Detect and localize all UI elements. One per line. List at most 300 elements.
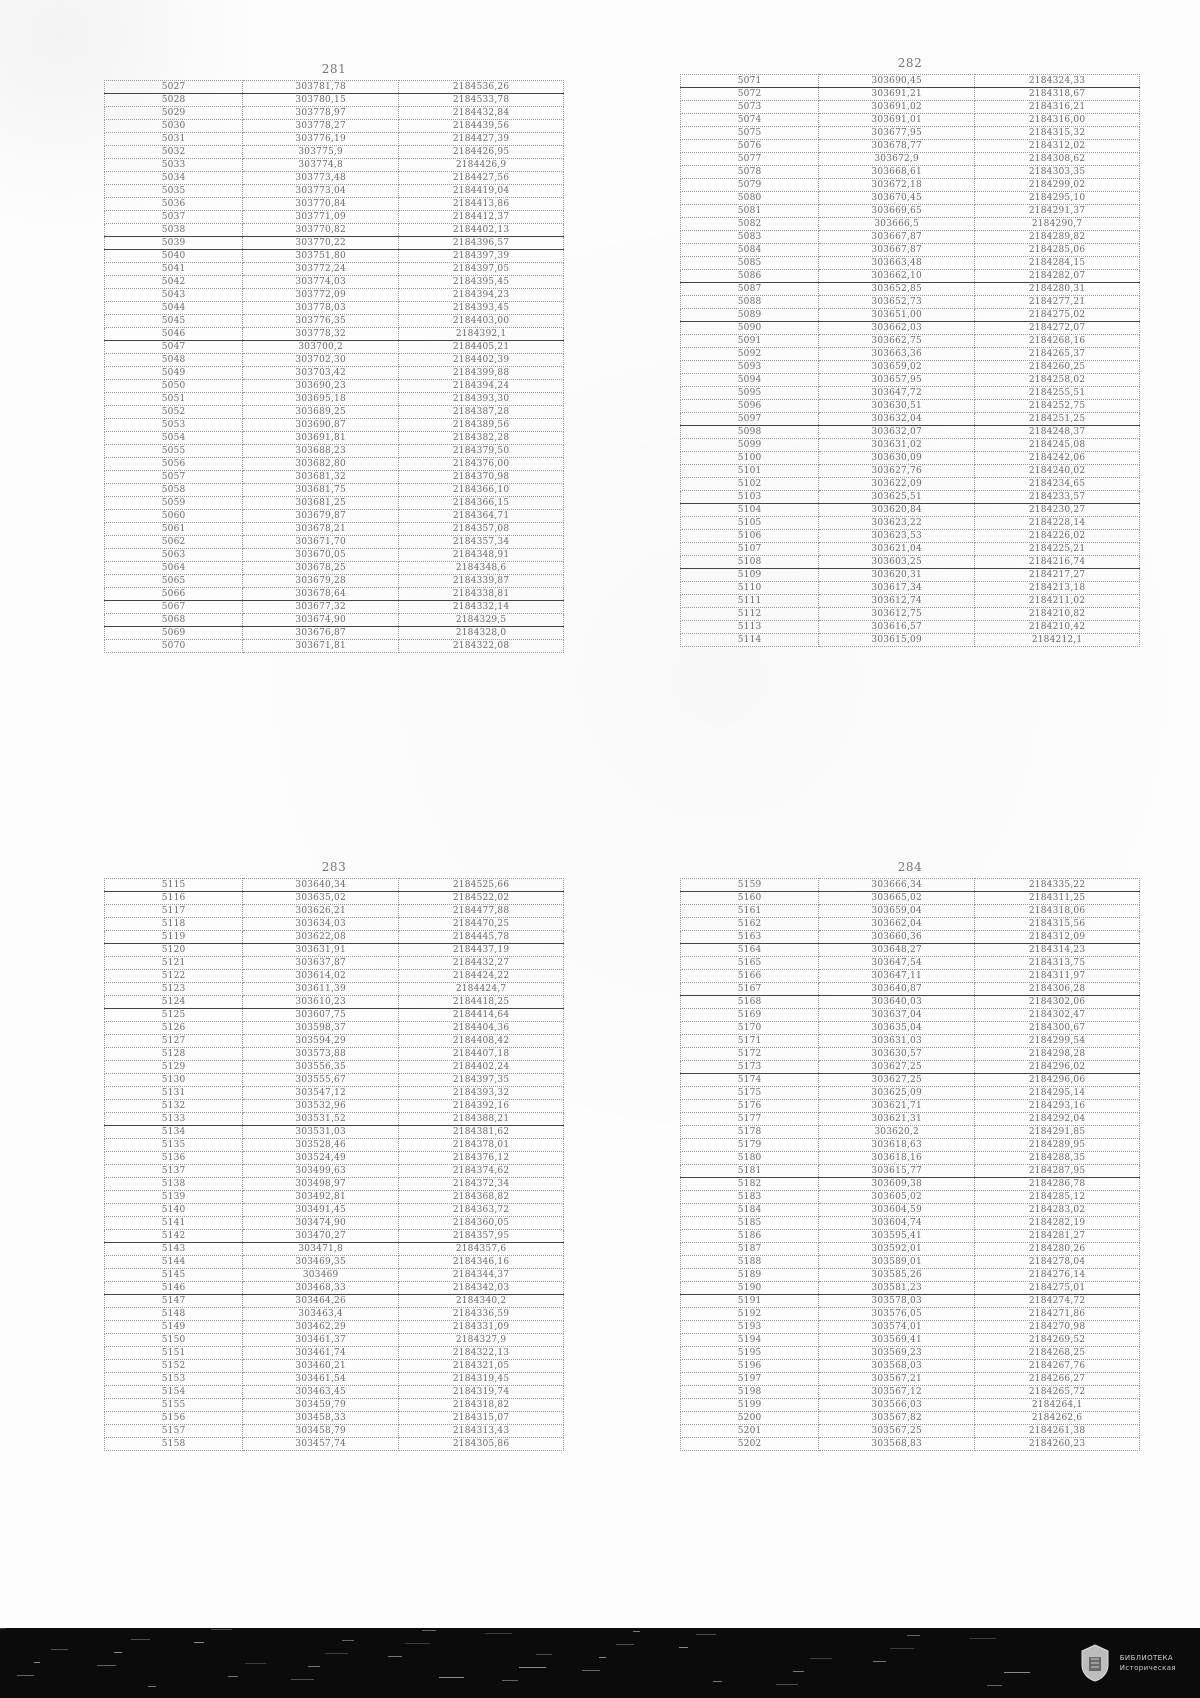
y-coord-cell: 2184255,51 xyxy=(975,387,1140,400)
x-coord-cell: 303469,35 xyxy=(243,1256,399,1269)
point-id-cell: 5178 xyxy=(681,1126,819,1139)
table-row xyxy=(681,1412,1140,1425)
y-coord-cell: 2184269,52 xyxy=(975,1334,1140,1347)
y-coord-cell: 2184427,39 xyxy=(399,133,564,146)
point-id-cell: 5103 xyxy=(681,491,819,504)
table-row xyxy=(105,1438,564,1451)
x-coord-cell: 303623,53 xyxy=(819,530,975,543)
x-coord-cell: 303681,32 xyxy=(243,471,399,484)
x-coord-cell: 303604,59 xyxy=(819,1204,975,1217)
point-id-cell: 5051 xyxy=(105,393,243,406)
point-id-cell: 5121 xyxy=(105,957,243,970)
x-coord-cell: 303635,02 xyxy=(243,892,399,905)
table-row xyxy=(681,1048,1140,1061)
y-coord-cell: 2184296,06 xyxy=(975,1074,1140,1087)
table-row xyxy=(681,1373,1140,1386)
point-id-cell: 5042 xyxy=(105,276,243,289)
table-row xyxy=(681,88,1140,101)
table-row xyxy=(681,127,1140,140)
table-row xyxy=(681,1256,1140,1269)
x-coord-cell: 303659,04 xyxy=(819,905,975,918)
y-coord-cell: 2184432,27 xyxy=(399,957,564,970)
y-coord-cell: 2184402,13 xyxy=(399,224,564,237)
y-coord-cell: 2184432,84 xyxy=(399,107,564,120)
point-id-cell: 5115 xyxy=(105,879,243,892)
point-id-cell: 5029 xyxy=(105,107,243,120)
y-coord-cell: 2184212,1 xyxy=(975,634,1140,647)
y-coord-cell: 2184533,78 xyxy=(399,94,564,107)
point-id-cell: 5176 xyxy=(681,1100,819,1113)
x-coord-cell: 303780,15 xyxy=(243,94,399,107)
y-coord-cell: 2184387,28 xyxy=(399,406,564,419)
library-logo xyxy=(1078,1642,1176,1684)
y-coord-cell: 2184305,86 xyxy=(399,1438,564,1451)
table-row xyxy=(681,1399,1140,1412)
table-row xyxy=(681,918,1140,931)
point-id-cell: 5191 xyxy=(681,1295,819,1308)
coordinate-table xyxy=(104,80,564,653)
y-coord-cell: 2184261,38 xyxy=(975,1425,1140,1438)
x-coord-cell: 303774,03 xyxy=(243,276,399,289)
point-id-cell: 5177 xyxy=(681,1113,819,1126)
y-coord-cell: 2184290,7 xyxy=(975,218,1140,231)
x-coord-cell: 303662,75 xyxy=(819,335,975,348)
x-coord-cell: 303776,35 xyxy=(243,315,399,328)
x-coord-cell: 303665,02 xyxy=(819,892,975,905)
y-coord-cell: 2184318,82 xyxy=(399,1399,564,1412)
y-coord-cell: 2184291,37 xyxy=(975,205,1140,218)
point-id-cell: 5161 xyxy=(681,905,819,918)
x-coord-cell: 303622,09 xyxy=(819,478,975,491)
x-coord-cell: 303568,03 xyxy=(819,1360,975,1373)
scan-speck xyxy=(131,1639,150,1640)
point-id-cell: 5112 xyxy=(681,608,819,621)
point-id-cell: 5153 xyxy=(105,1373,243,1386)
table-row xyxy=(681,1126,1140,1139)
y-coord-cell: 2184291,85 xyxy=(975,1126,1140,1139)
y-coord-cell: 2184404,36 xyxy=(399,1022,564,1035)
table-row xyxy=(105,905,564,918)
y-coord-cell: 2184424,22 xyxy=(399,970,564,983)
table-row xyxy=(105,575,564,588)
point-id-cell: 5122 xyxy=(105,970,243,983)
point-id-cell: 5095 xyxy=(681,387,819,400)
scan-speck xyxy=(713,1681,722,1682)
y-coord-cell: 2184382,28 xyxy=(399,432,564,445)
point-id-cell: 5128 xyxy=(105,1048,243,1061)
x-coord-cell: 303492,81 xyxy=(243,1191,399,1204)
y-coord-cell: 2184413,86 xyxy=(399,198,564,211)
x-coord-cell: 303678,25 xyxy=(243,562,399,575)
point-id-cell: 5069 xyxy=(105,627,243,640)
scan-speck xyxy=(582,1670,600,1671)
point-id-cell: 5117 xyxy=(105,905,243,918)
x-coord-cell: 303669,65 xyxy=(819,205,975,218)
scan-speck xyxy=(890,1648,914,1649)
x-coord-cell: 303617,34 xyxy=(819,582,975,595)
y-coord-cell: 2184346,16 xyxy=(399,1256,564,1269)
y-coord-cell: 2184313,43 xyxy=(399,1425,564,1438)
x-coord-cell: 303770,22 xyxy=(243,237,399,250)
point-id-cell: 5096 xyxy=(681,400,819,413)
y-coord-cell: 2184306,28 xyxy=(975,983,1140,996)
point-id-cell: 5158 xyxy=(105,1438,243,1451)
y-coord-cell: 2184389,56 xyxy=(399,419,564,432)
x-coord-cell: 303776,19 xyxy=(243,133,399,146)
y-coord-cell: 2184321,05 xyxy=(399,1360,564,1373)
point-id-cell: 5072 xyxy=(681,88,819,101)
y-coord-cell: 2184225,21 xyxy=(975,543,1140,556)
point-id-cell: 5102 xyxy=(681,478,819,491)
point-id-cell: 5046 xyxy=(105,328,243,341)
point-id-cell: 5092 xyxy=(681,348,819,361)
point-id-cell: 5075 xyxy=(681,127,819,140)
x-coord-cell: 303464,26 xyxy=(243,1295,399,1308)
scan-speck xyxy=(228,1676,238,1677)
x-coord-cell: 303634,03 xyxy=(243,918,399,931)
x-coord-cell: 303621,31 xyxy=(819,1113,975,1126)
point-id-cell: 5193 xyxy=(681,1321,819,1334)
y-coord-cell: 2184251,25 xyxy=(975,413,1140,426)
table-row xyxy=(105,393,564,406)
x-coord-cell: 303700,2 xyxy=(243,341,399,354)
y-coord-cell: 2184470,25 xyxy=(399,918,564,931)
x-coord-cell: 303631,02 xyxy=(819,439,975,452)
x-coord-cell: 303458,33 xyxy=(243,1412,399,1425)
point-id-cell: 5141 xyxy=(105,1217,243,1230)
y-coord-cell: 2184295,14 xyxy=(975,1087,1140,1100)
y-coord-cell: 2184260,25 xyxy=(975,361,1140,374)
x-coord-cell: 303672,9 xyxy=(819,153,975,166)
x-coord-cell: 303778,97 xyxy=(243,107,399,120)
x-coord-cell: 303677,95 xyxy=(819,127,975,140)
point-id-cell: 5172 xyxy=(681,1048,819,1061)
table-row xyxy=(105,1256,564,1269)
table-row xyxy=(681,491,1140,504)
table-row xyxy=(681,296,1140,309)
scan-speck xyxy=(679,1647,688,1648)
y-coord-cell: 2184399,88 xyxy=(399,367,564,380)
y-coord-cell: 2184418,25 xyxy=(399,996,564,1009)
table-row xyxy=(105,996,564,1009)
table-row xyxy=(105,367,564,380)
table-row xyxy=(105,1100,564,1113)
table-row xyxy=(105,94,564,107)
scan-speck xyxy=(970,1638,996,1639)
table-row xyxy=(105,237,564,250)
x-coord-cell: 303668,61 xyxy=(819,166,975,179)
table-row xyxy=(681,1360,1140,1373)
point-id-cell: 5151 xyxy=(105,1347,243,1360)
table-row xyxy=(681,218,1140,231)
y-coord-cell: 2184275,01 xyxy=(975,1282,1140,1295)
table-row xyxy=(681,634,1140,647)
point-id-cell: 5107 xyxy=(681,543,819,556)
point-id-cell: 5037 xyxy=(105,211,243,224)
y-coord-cell: 2184414,64 xyxy=(399,1009,564,1022)
table-row xyxy=(105,159,564,172)
point-id-cell: 5162 xyxy=(681,918,819,931)
table-row xyxy=(105,1386,564,1399)
y-coord-cell: 2184338,81 xyxy=(399,588,564,601)
scan-speck xyxy=(17,1675,34,1676)
y-coord-cell: 2184311,97 xyxy=(975,970,1140,983)
x-coord-cell: 303581,23 xyxy=(819,1282,975,1295)
table-row xyxy=(105,510,564,523)
table-row xyxy=(681,465,1140,478)
table-row xyxy=(681,1321,1140,1334)
x-coord-cell: 303603,25 xyxy=(819,556,975,569)
table-row xyxy=(681,179,1140,192)
x-coord-cell: 303499,63 xyxy=(243,1165,399,1178)
point-id-cell: 5145 xyxy=(105,1269,243,1282)
x-coord-cell: 303660,36 xyxy=(819,931,975,944)
y-coord-cell: 2184282,19 xyxy=(975,1217,1140,1230)
x-coord-cell: 303773,04 xyxy=(243,185,399,198)
x-coord-cell: 303663,48 xyxy=(819,257,975,270)
x-coord-cell: 303637,04 xyxy=(819,1009,975,1022)
y-coord-cell: 2184211,02 xyxy=(975,595,1140,608)
y-coord-cell: 2184348,6 xyxy=(399,562,564,575)
table-row xyxy=(681,153,1140,166)
y-coord-cell: 2184331,09 xyxy=(399,1321,564,1334)
scan-speck xyxy=(616,1644,634,1645)
point-id-cell: 5043 xyxy=(105,289,243,302)
x-coord-cell: 303567,82 xyxy=(819,1412,975,1425)
y-coord-cell: 2184240,02 xyxy=(975,465,1140,478)
point-id-cell: 5086 xyxy=(681,270,819,283)
table-row xyxy=(681,75,1140,88)
scan-speck xyxy=(34,1662,40,1663)
table-row xyxy=(681,1165,1140,1178)
point-id-cell: 5194 xyxy=(681,1334,819,1347)
table-row xyxy=(105,892,564,905)
y-coord-cell: 2184396,57 xyxy=(399,237,564,250)
table-row xyxy=(105,315,564,328)
point-id-cell: 5040 xyxy=(105,250,243,263)
page-number: 283 xyxy=(321,860,347,874)
x-coord-cell: 303631,91 xyxy=(243,944,399,957)
table-row xyxy=(105,146,564,159)
y-coord-cell: 2184357,6 xyxy=(399,1243,564,1256)
table-row xyxy=(105,614,564,627)
x-coord-cell: 303647,11 xyxy=(819,970,975,983)
point-id-cell: 5148 xyxy=(105,1308,243,1321)
y-coord-cell: 2184268,25 xyxy=(975,1347,1140,1360)
table-row xyxy=(105,970,564,983)
x-coord-cell: 303471,8 xyxy=(243,1243,399,1256)
point-id-cell: 5055 xyxy=(105,445,243,458)
y-coord-cell: 2184281,27 xyxy=(975,1230,1140,1243)
y-coord-cell: 2184312,09 xyxy=(975,931,1140,944)
scan-speck xyxy=(291,1679,314,1680)
x-coord-cell: 303618,63 xyxy=(819,1139,975,1152)
table-row xyxy=(681,957,1140,970)
point-id-cell: 5190 xyxy=(681,1282,819,1295)
library-crest-icon xyxy=(1078,1643,1112,1683)
table-row xyxy=(105,627,564,640)
table-row xyxy=(681,1204,1140,1217)
y-coord-cell: 2184262,6 xyxy=(975,1412,1140,1425)
y-coord-cell: 2184270,98 xyxy=(975,1321,1140,1334)
y-coord-cell: 2184318,06 xyxy=(975,905,1140,918)
table-row xyxy=(681,621,1140,634)
x-coord-cell: 303640,34 xyxy=(243,879,399,892)
point-id-cell: 5081 xyxy=(681,205,819,218)
y-coord-cell: 2184322,08 xyxy=(399,640,564,653)
point-id-cell: 5052 xyxy=(105,406,243,419)
table-row xyxy=(105,354,564,367)
x-coord-cell: 303771,09 xyxy=(243,211,399,224)
x-coord-cell: 303498,97 xyxy=(243,1178,399,1191)
y-coord-cell: 2184234,65 xyxy=(975,478,1140,491)
table-row xyxy=(105,1412,564,1425)
logo-line-1: БИБЛИОТЕКА xyxy=(1119,1654,1174,1662)
y-coord-cell: 2184393,30 xyxy=(399,393,564,406)
scan-speck xyxy=(633,1631,640,1632)
point-id-cell: 5124 xyxy=(105,996,243,1009)
table-row xyxy=(105,185,564,198)
y-coord-cell: 2184318,67 xyxy=(975,88,1140,101)
x-coord-cell: 303691,21 xyxy=(819,88,975,101)
point-id-cell: 5200 xyxy=(681,1412,819,1425)
x-coord-cell: 303691,01 xyxy=(819,114,975,127)
table-row xyxy=(105,536,564,549)
x-coord-cell: 303657,95 xyxy=(819,374,975,387)
table-row xyxy=(681,517,1140,530)
x-coord-cell: 303470,27 xyxy=(243,1230,399,1243)
y-coord-cell: 2184357,08 xyxy=(399,523,564,536)
y-coord-cell: 2184265,37 xyxy=(975,348,1140,361)
x-coord-cell: 303632,04 xyxy=(819,413,975,426)
point-id-cell: 5036 xyxy=(105,198,243,211)
point-id-cell: 5058 xyxy=(105,484,243,497)
table-row xyxy=(105,1334,564,1347)
point-id-cell: 5108 xyxy=(681,556,819,569)
table-row xyxy=(681,192,1140,205)
point-id-cell: 5195 xyxy=(681,1347,819,1360)
y-coord-cell: 2184274,72 xyxy=(975,1295,1140,1308)
point-id-cell: 5093 xyxy=(681,361,819,374)
scan-speck xyxy=(485,1633,512,1634)
point-id-cell: 5111 xyxy=(681,595,819,608)
point-id-cell: 5130 xyxy=(105,1074,243,1087)
y-coord-cell: 2184522,02 xyxy=(399,892,564,905)
table-row xyxy=(105,1321,564,1334)
point-id-cell: 5118 xyxy=(105,918,243,931)
table-row xyxy=(105,562,564,575)
x-coord-cell: 303592,01 xyxy=(819,1243,975,1256)
x-coord-cell: 303574,01 xyxy=(819,1321,975,1334)
y-coord-cell: 2184397,39 xyxy=(399,250,564,263)
table-row xyxy=(105,1061,564,1074)
table-row xyxy=(105,1308,564,1321)
x-coord-cell: 303678,64 xyxy=(243,588,399,601)
point-id-cell: 5071 xyxy=(681,75,819,88)
scan-speck xyxy=(0,1628,6,1629)
x-coord-cell: 303615,77 xyxy=(819,1165,975,1178)
point-id-cell: 5183 xyxy=(681,1191,819,1204)
point-id-cell: 5196 xyxy=(681,1360,819,1373)
point-id-cell: 5100 xyxy=(681,452,819,465)
x-coord-cell: 303781,78 xyxy=(243,81,399,94)
point-id-cell: 5164 xyxy=(681,944,819,957)
y-coord-cell: 2184289,95 xyxy=(975,1139,1140,1152)
table-row xyxy=(681,543,1140,556)
point-id-cell: 5171 xyxy=(681,1035,819,1048)
x-coord-cell: 303640,03 xyxy=(819,996,975,1009)
scan-speck xyxy=(388,1656,402,1657)
x-coord-cell: 303573,88 xyxy=(243,1048,399,1061)
point-id-cell: 5084 xyxy=(681,244,819,257)
x-coord-cell: 303770,82 xyxy=(243,224,399,237)
y-coord-cell: 2184284,15 xyxy=(975,257,1140,270)
point-id-cell: 5077 xyxy=(681,153,819,166)
y-coord-cell: 2184265,72 xyxy=(975,1386,1140,1399)
table-row xyxy=(681,504,1140,517)
y-coord-cell: 2184322,13 xyxy=(399,1347,564,1360)
point-id-cell: 5123 xyxy=(105,983,243,996)
point-id-cell: 5198 xyxy=(681,1386,819,1399)
point-id-cell: 5049 xyxy=(105,367,243,380)
table-row xyxy=(681,556,1140,569)
scan-speck xyxy=(599,1657,606,1658)
table-row xyxy=(681,1178,1140,1191)
point-id-cell: 5201 xyxy=(681,1425,819,1438)
y-coord-cell: 2184360,05 xyxy=(399,1217,564,1230)
x-coord-cell: 303662,10 xyxy=(819,270,975,283)
y-coord-cell: 2184267,76 xyxy=(975,1360,1140,1373)
point-id-cell: 5066 xyxy=(105,588,243,601)
y-coord-cell: 2184296,02 xyxy=(975,1061,1140,1074)
y-coord-cell: 2184397,35 xyxy=(399,1074,564,1087)
table-row xyxy=(105,1048,564,1061)
table-row xyxy=(105,497,564,510)
point-id-cell: 5181 xyxy=(681,1165,819,1178)
y-coord-cell: 2184282,07 xyxy=(975,270,1140,283)
y-coord-cell: 2184340,2 xyxy=(399,1295,564,1308)
x-coord-cell: 303679,28 xyxy=(243,575,399,588)
scan-speck xyxy=(308,1666,320,1667)
y-coord-cell: 2184292,04 xyxy=(975,1113,1140,1126)
table-row xyxy=(681,101,1140,114)
x-coord-cell: 303620,31 xyxy=(819,569,975,582)
y-coord-cell: 2184327,9 xyxy=(399,1334,564,1347)
table-row xyxy=(681,1113,1140,1126)
y-coord-cell: 2184260,23 xyxy=(975,1438,1140,1451)
scan-speck xyxy=(793,1671,804,1672)
x-coord-cell: 303677,32 xyxy=(243,601,399,614)
table-row xyxy=(105,1204,564,1217)
table-row xyxy=(105,1217,564,1230)
y-coord-cell: 2184395,45 xyxy=(399,276,564,289)
table-row xyxy=(105,406,564,419)
table-row xyxy=(105,1347,564,1360)
point-id-cell: 5078 xyxy=(681,166,819,179)
x-coord-cell: 303462,29 xyxy=(243,1321,399,1334)
x-coord-cell: 303612,74 xyxy=(819,595,975,608)
point-id-cell: 5116 xyxy=(105,892,243,905)
y-coord-cell: 2184426,95 xyxy=(399,146,564,159)
point-id-cell: 5185 xyxy=(681,1217,819,1230)
x-coord-cell: 303775,9 xyxy=(243,146,399,159)
y-coord-cell: 2184303,35 xyxy=(975,166,1140,179)
point-id-cell: 5099 xyxy=(681,439,819,452)
x-coord-cell: 303647,54 xyxy=(819,957,975,970)
y-coord-cell: 2184363,72 xyxy=(399,1204,564,1217)
y-coord-cell: 2184394,24 xyxy=(399,380,564,393)
point-id-cell: 5050 xyxy=(105,380,243,393)
